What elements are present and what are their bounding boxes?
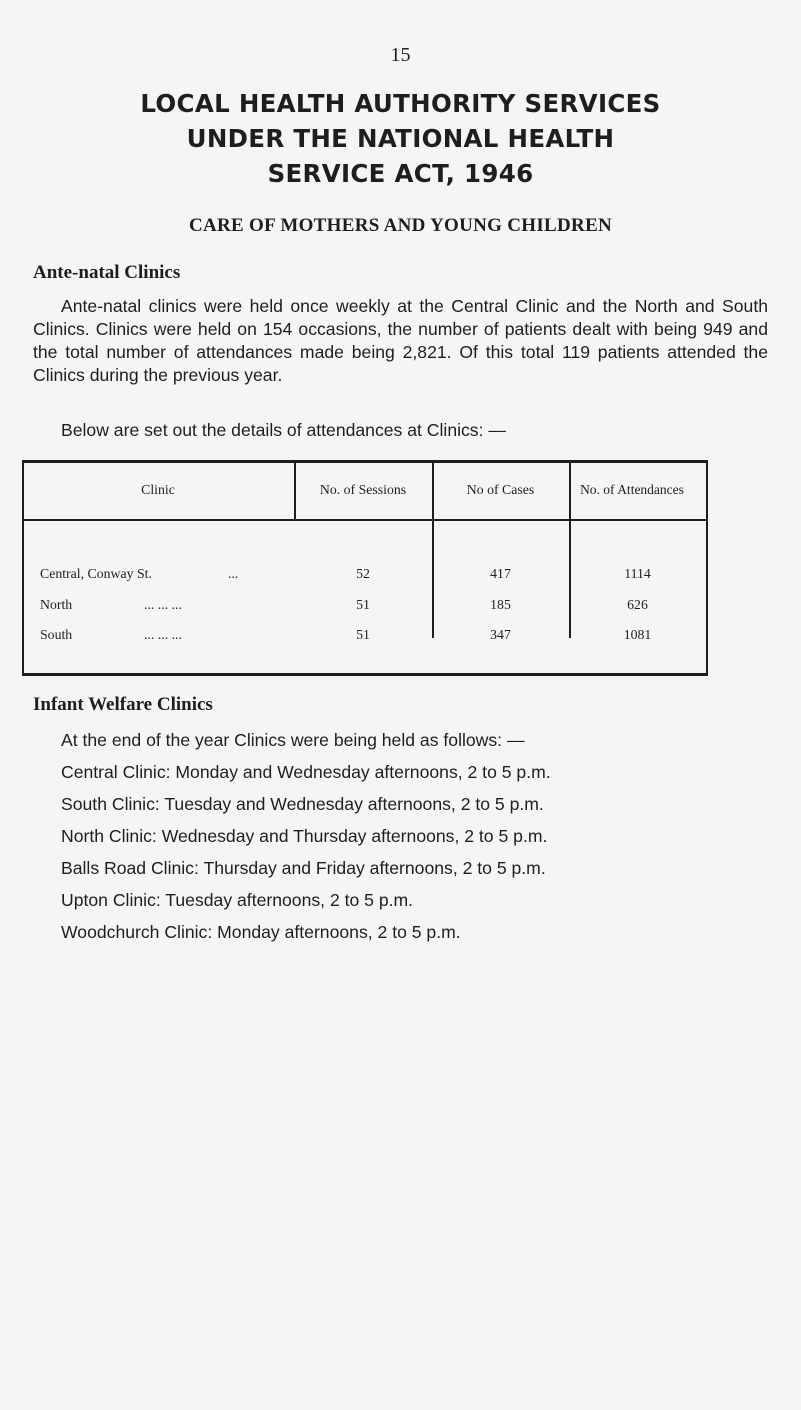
table-right-border bbox=[706, 463, 708, 673]
header-sessions: No. of Sessions bbox=[319, 482, 407, 497]
schedule-line: Woodchurch Clinic: Monday afternoons, 2 to 5 p.m. bbox=[61, 922, 461, 942]
row-cases: 347 bbox=[490, 627, 511, 642]
row-attendances: 1114 bbox=[624, 566, 651, 581]
infant-welfare-intro: At the end of the year Clinics were being held as follows: — bbox=[61, 730, 525, 750]
schedule-line: South Clinic: Tuesday and Wednesday afternoons, 2 to 5 p.m. bbox=[61, 794, 544, 814]
row-sessions: 51 bbox=[356, 597, 370, 612]
row-leader-dots: ... ... ... bbox=[144, 627, 182, 642]
row-clinic: Central, Conway St. bbox=[40, 566, 152, 581]
row-attendances: 1081 bbox=[623, 627, 652, 642]
title-line-3: SERVICE ACT, 1946 bbox=[267, 159, 534, 188]
antenatal-heading: Ante-natal Clinics bbox=[33, 262, 181, 283]
title-line-1: LOCAL HEALTH AUTHORITY SERVICES bbox=[140, 89, 661, 118]
header-cases: No of Cases bbox=[466, 482, 535, 497]
schedule-line: Central Clinic: Monday and Wednesday afternoons, 2 to 5 p.m. bbox=[61, 762, 551, 782]
page-title bbox=[0, 86, 801, 191]
title-line-2: UNDER THE NATIONAL HEALTH bbox=[186, 124, 615, 153]
header-clinic: Clinic bbox=[141, 482, 175, 497]
infant-welfare-heading: Infant Welfare Clinics bbox=[33, 694, 213, 715]
row-clinic: North bbox=[40, 597, 73, 612]
row-attendances: 626 bbox=[627, 597, 648, 612]
row-leader-dots: ... ... ... bbox=[144, 597, 182, 612]
antenatal-paragraph: Ante-natal clinics were held once weekly at the Central Clinic and the North and South Clinics. Clinics were held on 154 occasions, the number of patients dealt with being 949 and the total number of attendances made being 2,821. Of this total 119 patients attended the Clinics during the previous year. bbox=[33, 296, 768, 385]
table-bottom-rule bbox=[22, 673, 708, 676]
row-leader-dots: ... bbox=[228, 566, 239, 581]
schedule-line: Balls Road Clinic: Thursday and Friday afternoons, 2 to 5 p.m. bbox=[61, 858, 546, 878]
table-intro: Below are set out the details of attendances at Clinics: — bbox=[61, 420, 506, 440]
schedule-line: North Clinic: Wednesday and Thursday afternoons, 2 to 5 p.m. bbox=[61, 826, 548, 846]
attendance-table bbox=[22, 460, 708, 677]
row-clinic: South bbox=[40, 627, 73, 642]
section-title: CARE OF MOTHERS AND YOUNG CHILDREN bbox=[188, 215, 613, 236]
row-cases: 185 bbox=[490, 597, 511, 612]
schedule-line: Upton Clinic: Tuesday afternoons, 2 to 5 p.m. bbox=[61, 890, 414, 910]
page-number: 15 bbox=[390, 44, 411, 66]
header-attendances: No. of Attendances bbox=[580, 482, 684, 497]
row-sessions: 51 bbox=[356, 627, 370, 642]
table-header-rule bbox=[22, 519, 708, 521]
row-cases: 417 bbox=[490, 566, 511, 581]
row-sessions: 52 bbox=[356, 566, 370, 581]
